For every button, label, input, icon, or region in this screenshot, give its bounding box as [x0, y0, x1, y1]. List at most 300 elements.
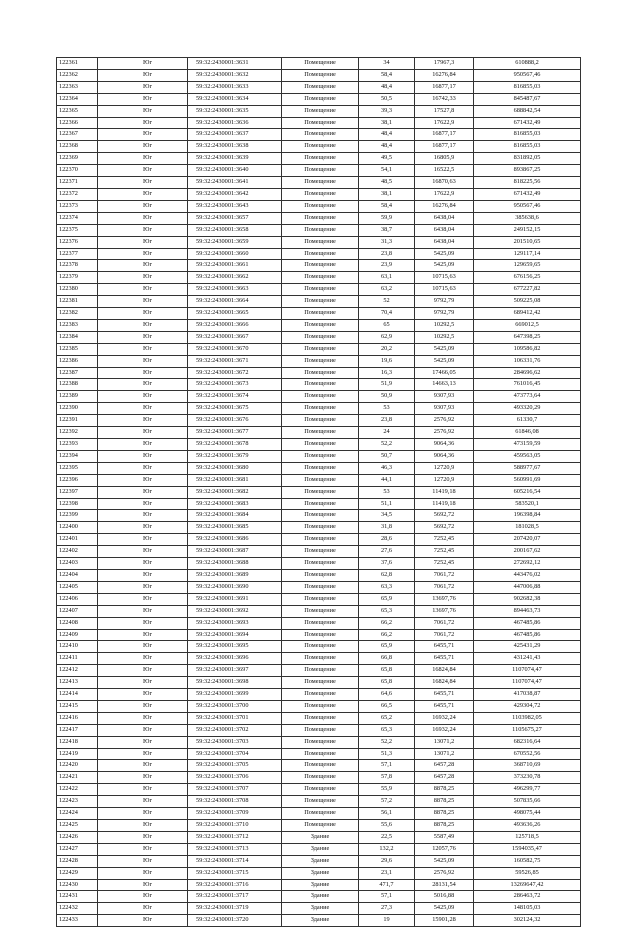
region-cell: Юг: [98, 308, 188, 320]
cadastral-number-cell: 59:32:2430001:3636: [188, 117, 282, 129]
area-cell: 65,8: [359, 665, 415, 677]
cadastral-value-cell: 200167,62: [474, 546, 581, 558]
specific-value-cell: 12057,76: [415, 843, 474, 855]
object-type-cell: Помещение: [282, 462, 359, 474]
specific-value-cell: 6455,71: [415, 689, 474, 701]
specific-value-cell: 7252,45: [415, 546, 474, 558]
document-page: [56, 57, 580, 927]
cadastral-value-cell: 560991,69: [474, 474, 581, 486]
table-row: [57, 700, 581, 712]
specific-value-cell: 10292,5: [415, 331, 474, 343]
row-number-cell: 122372: [57, 188, 98, 200]
table-row: [57, 117, 581, 129]
cadastral-value-cell: 816855,03: [474, 141, 581, 153]
row-number-cell: 122407: [57, 605, 98, 617]
table-row: [57, 915, 581, 927]
cadastral-value-cell: 671432,49: [474, 188, 581, 200]
region-cell: Юг: [98, 867, 188, 879]
object-type-cell: Помещение: [282, 689, 359, 701]
area-cell: 59,9: [359, 212, 415, 224]
area-cell: 23,9: [359, 260, 415, 272]
cadastral-number-cell: 59:32:2430001:3678: [188, 439, 282, 451]
object-type-cell: Помещение: [282, 105, 359, 117]
row-number-cell: 122413: [57, 677, 98, 689]
cadastral-number-cell: 59:32:2430001:3712: [188, 831, 282, 843]
row-number-cell: 122402: [57, 546, 98, 558]
object-type-cell: Помещение: [282, 784, 359, 796]
specific-value-cell: 5692,72: [415, 510, 474, 522]
specific-value-cell: 5587,49: [415, 831, 474, 843]
row-number-cell: 122378: [57, 260, 98, 272]
row-number-cell: 122400: [57, 522, 98, 534]
specific-value-cell: 9792,79: [415, 308, 474, 320]
row-number-cell: 122397: [57, 486, 98, 498]
specific-value-cell: 5425,09: [415, 855, 474, 867]
object-type-cell: Помещение: [282, 403, 359, 415]
table-row: [57, 367, 581, 379]
region-cell: Юг: [98, 403, 188, 415]
specific-value-cell: 6438,04: [415, 236, 474, 248]
cadastral-number-cell: 59:32:2430001:3639: [188, 153, 282, 165]
specific-value-cell: 10715,63: [415, 272, 474, 284]
region-cell: Юг: [98, 629, 188, 641]
specific-value-cell: 16522,5: [415, 165, 474, 177]
object-type-cell: Здание: [282, 843, 359, 855]
object-type-cell: Помещение: [282, 165, 359, 177]
specific-value-cell: 10292,5: [415, 319, 474, 331]
table-row: [57, 593, 581, 605]
object-type-cell: Здание: [282, 855, 359, 867]
object-type-cell: Помещение: [282, 427, 359, 439]
cadastral-value-cell: 610888,2: [474, 58, 581, 70]
table-row: [57, 522, 581, 534]
object-type-cell: Помещение: [282, 677, 359, 689]
row-number-cell: 122415: [57, 700, 98, 712]
cadastral-value-cell: 1105675,27: [474, 724, 581, 736]
specific-value-cell: 17527,8: [415, 105, 474, 117]
row-number-cell: 122432: [57, 903, 98, 915]
cadastral-value-cell: 1103982,05: [474, 712, 581, 724]
specific-value-cell: 28131,54: [415, 879, 474, 891]
region-cell: Юг: [98, 141, 188, 153]
cadastral-value-cell: 689412,42: [474, 308, 581, 320]
cadastral-value-cell: 207420,07: [474, 534, 581, 546]
cadastral-number-cell: 59:32:2430001:3715: [188, 867, 282, 879]
region-cell: Юг: [98, 117, 188, 129]
cadastral-value-cell: 647398,25: [474, 331, 581, 343]
object-type-cell: Помещение: [282, 617, 359, 629]
cadastral-number-cell: 59:32:2430001:3704: [188, 748, 282, 760]
area-cell: 132,2: [359, 843, 415, 855]
specific-value-cell: 10715,63: [415, 284, 474, 296]
area-cell: 19: [359, 915, 415, 927]
area-cell: 70,4: [359, 308, 415, 320]
region-cell: Юг: [98, 748, 188, 760]
region-cell: Юг: [98, 439, 188, 451]
row-number-cell: 122365: [57, 105, 98, 117]
table-row: [57, 165, 581, 177]
region-cell: Юг: [98, 391, 188, 403]
cadastral-value-cell: 950567,46: [474, 200, 581, 212]
region-cell: Юг: [98, 534, 188, 546]
row-number-cell: 122404: [57, 569, 98, 581]
cadastral-number-cell: 59:32:2430001:3637: [188, 129, 282, 141]
object-type-cell: Здание: [282, 915, 359, 927]
specific-value-cell: 11419,18: [415, 498, 474, 510]
cadastral-number-cell: 59:32:2430001:3688: [188, 558, 282, 570]
cadastral-value-cell: 588977,67: [474, 462, 581, 474]
table-row: [57, 403, 581, 415]
area-cell: 66,8: [359, 653, 415, 665]
row-number-cell: 122385: [57, 343, 98, 355]
region-cell: Юг: [98, 712, 188, 724]
cadastral-value-cell: 473773,64: [474, 391, 581, 403]
cadastral-value-cell: 196398,84: [474, 510, 581, 522]
region-cell: Юг: [98, 272, 188, 284]
object-type-cell: Помещение: [282, 284, 359, 296]
cadastral-number-cell: 59:32:2430001:3664: [188, 296, 282, 308]
area-cell: 50,7: [359, 450, 415, 462]
cadastral-value-cell: 368710,69: [474, 760, 581, 772]
area-cell: 48,4: [359, 81, 415, 93]
specific-value-cell: 9064,36: [415, 439, 474, 451]
table-row: [57, 296, 581, 308]
table-row: [57, 224, 581, 236]
object-type-cell: Помещение: [282, 498, 359, 510]
cadastral-number-cell: 59:32:2430001:3679: [188, 450, 282, 462]
region-cell: Юг: [98, 558, 188, 570]
table-row: [57, 141, 581, 153]
cadastral-number-cell: 59:32:2430001:3676: [188, 415, 282, 427]
area-cell: 55,6: [359, 820, 415, 832]
object-type-cell: Помещение: [282, 558, 359, 570]
area-cell: 27,3: [359, 903, 415, 915]
row-number-cell: 122398: [57, 498, 98, 510]
region-cell: Юг: [98, 248, 188, 260]
specific-value-cell: 5425,09: [415, 355, 474, 367]
object-type-cell: Помещение: [282, 224, 359, 236]
area-cell: 19,6: [359, 355, 415, 367]
object-type-cell: Помещение: [282, 296, 359, 308]
specific-value-cell: 12720,9: [415, 474, 474, 486]
area-cell: 51,1: [359, 498, 415, 510]
table-row: [57, 439, 581, 451]
area-cell: 23,8: [359, 248, 415, 260]
area-cell: 38,1: [359, 117, 415, 129]
row-number-cell: 122369: [57, 153, 98, 165]
table-row: [57, 772, 581, 784]
area-cell: 49,5: [359, 153, 415, 165]
cadastral-number-cell: 59:32:2430001:3705: [188, 760, 282, 772]
object-type-cell: Помещение: [282, 200, 359, 212]
cadastral-number-cell: 59:32:2430001:3659: [188, 236, 282, 248]
table-row: [57, 689, 581, 701]
cadastral-number-cell: 59:32:2430001:3706: [188, 772, 282, 784]
specific-value-cell: 16276,84: [415, 200, 474, 212]
cadastral-number-cell: 59:32:2430001:3714: [188, 855, 282, 867]
object-type-cell: Помещение: [282, 641, 359, 653]
specific-value-cell: 13697,76: [415, 605, 474, 617]
specific-value-cell: 13697,76: [415, 593, 474, 605]
object-type-cell: Помещение: [282, 808, 359, 820]
cadastral-value-cell: 1107074,47: [474, 677, 581, 689]
object-type-cell: Помещение: [282, 260, 359, 272]
region-cell: Юг: [98, 915, 188, 927]
row-number-cell: 122382: [57, 308, 98, 320]
region-cell: Юг: [98, 69, 188, 81]
specific-value-cell: 7061,72: [415, 569, 474, 581]
cadastral-number-cell: 59:32:2430001:3699: [188, 689, 282, 701]
specific-value-cell: 16824,84: [415, 665, 474, 677]
cadastral-value-cell: 431241,43: [474, 653, 581, 665]
row-number-cell: 122395: [57, 462, 98, 474]
area-cell: 24: [359, 427, 415, 439]
object-type-cell: Помещение: [282, 415, 359, 427]
cadastral-value-cell: 902682,38: [474, 593, 581, 605]
object-type-cell: Помещение: [282, 272, 359, 284]
table-row: [57, 831, 581, 843]
area-cell: 23,1: [359, 867, 415, 879]
specific-value-cell: 7061,72: [415, 617, 474, 629]
object-type-cell: Помещение: [282, 748, 359, 760]
area-cell: 34,5: [359, 510, 415, 522]
area-cell: 50,9: [359, 391, 415, 403]
row-number-cell: 122423: [57, 796, 98, 808]
region-cell: Юг: [98, 700, 188, 712]
cadastral-number-cell: 59:32:2430001:3680: [188, 462, 282, 474]
cadastral-value-cell: 816855,03: [474, 81, 581, 93]
cadastral-value-cell: 761016,45: [474, 379, 581, 391]
region-cell: Юг: [98, 93, 188, 105]
region-cell: Юг: [98, 617, 188, 629]
specific-value-cell: 5016,88: [415, 891, 474, 903]
area-cell: 29,6: [359, 855, 415, 867]
table-row: [57, 867, 581, 879]
cadastral-value-cell: 160582,75: [474, 855, 581, 867]
specific-value-cell: 6438,04: [415, 212, 474, 224]
region-cell: Юг: [98, 820, 188, 832]
cadastral-value-cell: 670552,56: [474, 748, 581, 760]
row-number-cell: 122375: [57, 224, 98, 236]
row-number-cell: 122411: [57, 653, 98, 665]
cadastral-number-cell: 59:32:2430001:3702: [188, 724, 282, 736]
table-row: [57, 284, 581, 296]
cadastral-value-cell: 443476,02: [474, 569, 581, 581]
row-number-cell: 122373: [57, 200, 98, 212]
area-cell: 57,8: [359, 772, 415, 784]
cadastral-value-cell: 106331,76: [474, 355, 581, 367]
specific-value-cell: 6457,28: [415, 760, 474, 772]
cadastral-number-cell: 59:32:2430001:3681: [188, 474, 282, 486]
specific-value-cell: 2576,92: [415, 415, 474, 427]
cadastral-number-cell: 59:32:2430001:3666: [188, 319, 282, 331]
specific-value-cell: 16932,24: [415, 724, 474, 736]
specific-value-cell: 6438,04: [415, 224, 474, 236]
table-row: [57, 796, 581, 808]
cadastral-number-cell: 59:32:2430001:3719: [188, 903, 282, 915]
area-cell: 65,8: [359, 677, 415, 689]
cadastral-value-cell: 676156,25: [474, 272, 581, 284]
area-cell: 48,5: [359, 177, 415, 189]
region-cell: Юг: [98, 689, 188, 701]
object-type-cell: Помещение: [282, 141, 359, 153]
region-cell: Юг: [98, 831, 188, 843]
area-cell: 44,1: [359, 474, 415, 486]
row-number-cell: 122377: [57, 248, 98, 260]
cadastral-value-cell: 671432,49: [474, 117, 581, 129]
table-row: [57, 748, 581, 760]
specific-value-cell: 11419,18: [415, 486, 474, 498]
table-row: [57, 510, 581, 522]
row-number-cell: 122393: [57, 439, 98, 451]
object-type-cell: Здание: [282, 867, 359, 879]
cadastral-number-cell: 59:32:2430001:3638: [188, 141, 282, 153]
region-cell: Юг: [98, 212, 188, 224]
row-number-cell: 122403: [57, 558, 98, 570]
row-number-cell: 122427: [57, 843, 98, 855]
object-type-cell: Помещение: [282, 629, 359, 641]
row-number-cell: 122421: [57, 772, 98, 784]
row-number-cell: 122391: [57, 415, 98, 427]
area-cell: 58,4: [359, 200, 415, 212]
object-type-cell: Помещение: [282, 724, 359, 736]
specific-value-cell: 7061,72: [415, 629, 474, 641]
region-cell: Юг: [98, 319, 188, 331]
object-type-cell: Помещение: [282, 69, 359, 81]
table-row: [57, 808, 581, 820]
area-cell: 16,3: [359, 367, 415, 379]
row-number-cell: 122430: [57, 879, 98, 891]
specific-value-cell: 7252,45: [415, 534, 474, 546]
specific-value-cell: 14663,13: [415, 379, 474, 391]
cadastral-value-cell: 507835,66: [474, 796, 581, 808]
region-cell: Юг: [98, 343, 188, 355]
row-number-cell: 122368: [57, 141, 98, 153]
row-number-cell: 122408: [57, 617, 98, 629]
region-cell: Юг: [98, 450, 188, 462]
cadastral-value-cell: 148105,03: [474, 903, 581, 915]
cadastral-number-cell: 59:32:2430001:3691: [188, 593, 282, 605]
row-number-cell: 122381: [57, 296, 98, 308]
area-cell: 63,2: [359, 284, 415, 296]
region-cell: Юг: [98, 296, 188, 308]
object-type-cell: Помещение: [282, 474, 359, 486]
cadastral-value-cell: 467485,86: [474, 629, 581, 641]
area-cell: 52,2: [359, 439, 415, 451]
cadastral-value-cell: 496299,77: [474, 784, 581, 796]
row-number-cell: 122405: [57, 581, 98, 593]
specific-value-cell: 9307,93: [415, 391, 474, 403]
area-cell: 53: [359, 486, 415, 498]
region-cell: Юг: [98, 462, 188, 474]
specific-value-cell: 17622,9: [415, 188, 474, 200]
object-type-cell: Здание: [282, 879, 359, 891]
region-cell: Юг: [98, 427, 188, 439]
object-type-cell: Помещение: [282, 522, 359, 534]
row-number-cell: 122386: [57, 355, 98, 367]
area-cell: 38,7: [359, 224, 415, 236]
cadastral-number-cell: 59:32:2430001:3686: [188, 534, 282, 546]
region-cell: Юг: [98, 177, 188, 189]
row-number-cell: 122410: [57, 641, 98, 653]
table-row: [57, 58, 581, 70]
row-number-cell: 122419: [57, 748, 98, 760]
row-number-cell: 122428: [57, 855, 98, 867]
object-type-cell: Помещение: [282, 450, 359, 462]
cadastral-number-cell: 59:32:2430001:3657: [188, 212, 282, 224]
row-number-cell: 122409: [57, 629, 98, 641]
table-row: [57, 724, 581, 736]
row-number-cell: 122424: [57, 808, 98, 820]
specific-value-cell: 17622,9: [415, 117, 474, 129]
table-row: [57, 474, 581, 486]
cadastral-value-cell: 59526,85: [474, 867, 581, 879]
region-cell: Юг: [98, 58, 188, 70]
object-type-cell: Помещение: [282, 581, 359, 593]
cadastral-number-cell: 59:32:2430001:3673: [188, 379, 282, 391]
specific-value-cell: 17466,05: [415, 367, 474, 379]
region-cell: Юг: [98, 165, 188, 177]
region-cell: Юг: [98, 153, 188, 165]
object-type-cell: Помещение: [282, 248, 359, 260]
region-cell: Юг: [98, 653, 188, 665]
cadastral-number-cell: 59:32:2430001:3698: [188, 677, 282, 689]
area-cell: 66,2: [359, 629, 415, 641]
cadastral-value-cell: 425431,29: [474, 641, 581, 653]
object-type-cell: Помещение: [282, 700, 359, 712]
cadastral-value-cell: 677227,82: [474, 284, 581, 296]
object-type-cell: Помещение: [282, 486, 359, 498]
region-cell: Юг: [98, 677, 188, 689]
cadastral-value-cell: 459563,05: [474, 450, 581, 462]
cadastral-value-cell: 467485,86: [474, 617, 581, 629]
row-number-cell: 122422: [57, 784, 98, 796]
cadastral-value-cell: 129117,14: [474, 248, 581, 260]
cadastral-number-cell: 59:32:2430001:3635: [188, 105, 282, 117]
object-type-cell: Здание: [282, 903, 359, 915]
table-row: [57, 450, 581, 462]
area-cell: 63,3: [359, 581, 415, 593]
region-cell: Юг: [98, 903, 188, 915]
region-cell: Юг: [98, 879, 188, 891]
object-type-cell: Помещение: [282, 569, 359, 581]
region-cell: Юг: [98, 772, 188, 784]
area-cell: 65: [359, 319, 415, 331]
region-cell: Юг: [98, 498, 188, 510]
region-cell: Юг: [98, 736, 188, 748]
cadastral-number-cell: 59:32:2430001:3677: [188, 427, 282, 439]
object-type-cell: Помещение: [282, 93, 359, 105]
object-type-cell: Помещение: [282, 81, 359, 93]
area-cell: 54,1: [359, 165, 415, 177]
object-type-cell: Помещение: [282, 796, 359, 808]
object-type-cell: Помещение: [282, 355, 359, 367]
object-type-cell: Помещение: [282, 236, 359, 248]
row-number-cell: 122414: [57, 689, 98, 701]
object-type-cell: Помещение: [282, 117, 359, 129]
cadastral-value-cell: 605216,54: [474, 486, 581, 498]
specific-value-cell: 6455,71: [415, 700, 474, 712]
region-cell: Юг: [98, 510, 188, 522]
cadastral-value-cell: 385638,6: [474, 212, 581, 224]
cadastral-number-cell: 59:32:2430001:3709: [188, 808, 282, 820]
table-row: [57, 486, 581, 498]
cadastral-value-cell: 109586,82: [474, 343, 581, 355]
area-cell: 46,3: [359, 462, 415, 474]
table-row: [57, 272, 581, 284]
cadastral-number-cell: 59:32:2430001:3640: [188, 165, 282, 177]
row-number-cell: 122399: [57, 510, 98, 522]
